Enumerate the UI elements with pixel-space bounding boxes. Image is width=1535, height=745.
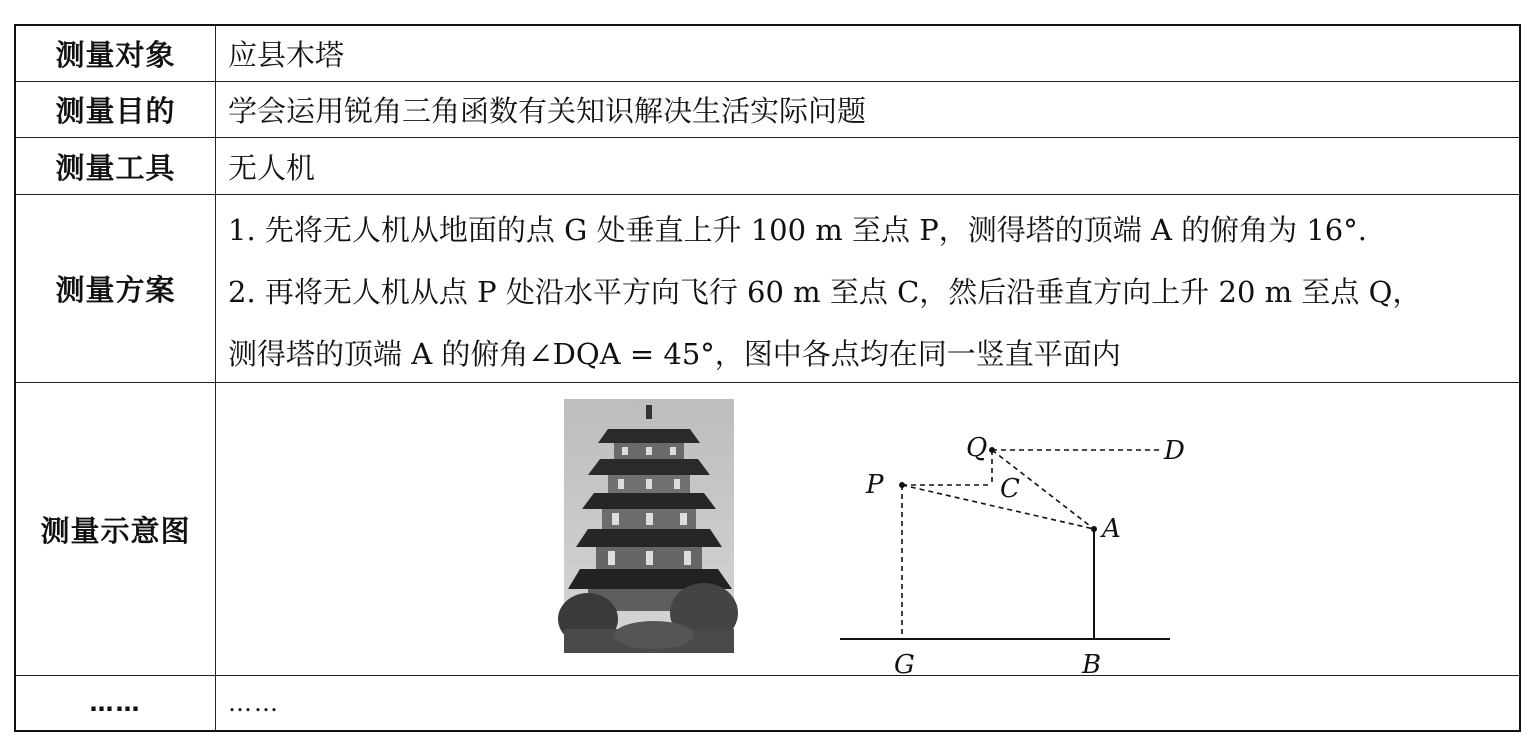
- label-q: Q: [966, 433, 988, 463]
- label-d: D: [1164, 436, 1185, 466]
- label-tool: 测量工具: [16, 138, 216, 194]
- row-diagram: [16, 383, 1519, 680]
- row-tool: [16, 138, 1519, 195]
- survey-table: [14, 24, 1521, 732]
- point-p: [899, 482, 905, 488]
- value-more: ……: [228, 689, 280, 717]
- label-c: C: [1000, 474, 1020, 504]
- label-b: B: [1082, 650, 1102, 680]
- point-q: [989, 447, 995, 453]
- label-a: A: [1102, 514, 1121, 544]
- plan-text: [228, 199, 1511, 385]
- pagoda-photo: [564, 399, 734, 653]
- plan-line-1: 1. 先将无人机从地面的点 G 处垂直上升 100 m 至点 P，测得塔的顶端 A 的俯角为 16°.: [228, 213, 1367, 247]
- label-more: ……: [16, 676, 216, 730]
- value-object: 应县木塔: [228, 38, 345, 72]
- value-purpose: 学会运用锐角三角函数有关知识解决生活实际问题: [228, 94, 867, 128]
- row-purpose: [16, 82, 1519, 138]
- plan-line-3: 测得塔的顶端 A 的俯角∠DQA = 45°，图中各点均在同一竖直平面内: [228, 337, 1121, 371]
- value-tool: 无人机: [228, 150, 316, 185]
- row-plan: [16, 195, 1519, 383]
- plan-line-2: 2. 再将无人机从点 P 处沿水平方向飞行 60 m 至点 C，然后沿垂直方向上升 20 m 至点 Q，: [228, 275, 1422, 309]
- row-more: [16, 676, 1519, 730]
- geometry-diagram: [806, 393, 1186, 680]
- label-object: 测量对象: [16, 26, 216, 81]
- row-object: [16, 26, 1519, 82]
- label-g: G: [894, 650, 915, 680]
- label-purpose: 测量目的: [16, 82, 216, 137]
- label-plan: 测量方案: [16, 195, 216, 382]
- label-p: P: [866, 470, 884, 500]
- point-a: [1091, 526, 1097, 532]
- label-diagram: 测量示意图: [16, 383, 216, 675]
